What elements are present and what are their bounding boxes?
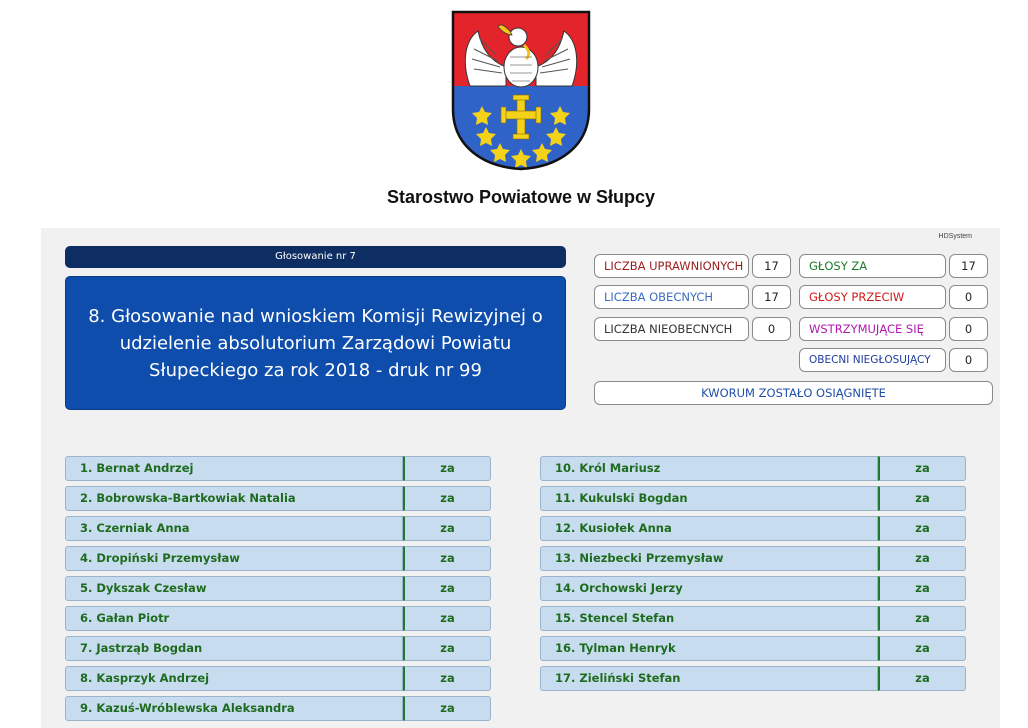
voter-name: 9. Kazuś-Wróblewska Aleksandra xyxy=(65,696,403,721)
voter-name: 4. Dropiński Przemysław xyxy=(65,546,403,571)
voter-row xyxy=(65,456,491,481)
voter-name: 16. Tylman Henryk xyxy=(540,636,878,661)
quorum-status: KWORUM ZOSTAŁO OSIĄGNIĘTE xyxy=(594,381,993,405)
voter-vote: za xyxy=(403,606,491,631)
stat-abstain-label: WSTRZYMUJĄCE SIĘ xyxy=(799,317,946,341)
voter-vote: za xyxy=(878,576,966,601)
voter-vote: za xyxy=(403,636,491,661)
voter-name: 17. Zieliński Stefan xyxy=(540,666,878,691)
voter-vote: za xyxy=(403,486,491,511)
stat-eligible-label: LICZBA UPRAWNIONYCH xyxy=(594,254,749,278)
voter-row xyxy=(65,516,491,541)
voter-row xyxy=(65,546,491,571)
voter-row xyxy=(540,636,966,661)
voter-name: 6. Gałan Piotr xyxy=(65,606,403,631)
voter-vote: za xyxy=(878,546,966,571)
vote-number-label: Głosowanie nr 7 xyxy=(65,246,566,268)
voting-panel xyxy=(41,228,1000,728)
voter-vote: za xyxy=(403,516,491,541)
stat-present-value: 17 xyxy=(752,285,791,309)
brand-label: HDSystem xyxy=(938,233,972,240)
voter-name: 2. Bobrowska-Bartkowiak Natalia xyxy=(65,486,403,511)
voter-row xyxy=(65,696,491,721)
voter-row xyxy=(65,666,491,691)
voter-vote: za xyxy=(878,486,966,511)
voter-row xyxy=(540,516,966,541)
stat-present-label: LICZBA OBECNYCH xyxy=(594,285,749,309)
voter-row xyxy=(65,486,491,511)
voter-name: 11. Kukulski Bogdan xyxy=(540,486,878,511)
voter-row xyxy=(540,666,966,691)
voter-name: 14. Orchowski Jerzy xyxy=(540,576,878,601)
stat-not-voting-label: OBECNI NIEGŁOSUJĄCY xyxy=(799,348,946,372)
voter-vote: za xyxy=(403,696,491,721)
voter-name: 5. Dykszak Czesław xyxy=(65,576,403,601)
voter-row xyxy=(540,576,966,601)
voter-vote: za xyxy=(878,456,966,481)
motion-title: 8. Głosowanie nad wnioskiem Komisji Rewizyjnej o udzielenie absolutorium Zarządowi Powiatu Słupeckiego za rok 2018 - druk nr 99 xyxy=(65,276,566,410)
voter-vote: za xyxy=(403,576,491,601)
voter-row xyxy=(540,546,966,571)
coat-of-arms-icon xyxy=(450,9,592,171)
stat-against-label: GŁOSY PRZECIW xyxy=(799,285,946,309)
stat-abstain-value: 0 xyxy=(949,317,988,341)
stat-for-value: 17 xyxy=(949,254,988,278)
voter-row xyxy=(540,606,966,631)
voter-name: 15. Stencel Stefan xyxy=(540,606,878,631)
organization-title: Starostwo Powiatowe w Słupcy xyxy=(386,187,656,207)
voter-row xyxy=(65,606,491,631)
voter-name: 3. Czerniak Anna xyxy=(65,516,403,541)
voter-vote: za xyxy=(878,666,966,691)
voter-row xyxy=(540,456,966,481)
voter-vote: za xyxy=(403,666,491,691)
stat-absent-value: 0 xyxy=(752,317,791,341)
stat-not-voting-value: 0 xyxy=(949,348,988,372)
voter-vote: za xyxy=(878,636,966,661)
voter-vote: za xyxy=(403,456,491,481)
stat-absent-label: LICZBA NIEOBECNYCH xyxy=(594,317,749,341)
voter-vote: za xyxy=(878,516,966,541)
voter-row xyxy=(65,576,491,601)
voter-name: 13. Niezbecki Przemysław xyxy=(540,546,878,571)
voter-name: 1. Bernat Andrzej xyxy=(65,456,403,481)
voter-row xyxy=(540,486,966,511)
voter-name: 10. Król Mariusz xyxy=(540,456,878,481)
voter-vote: za xyxy=(878,606,966,631)
stat-against-value: 0 xyxy=(949,285,988,309)
voter-name: 8. Kasprzyk Andrzej xyxy=(65,666,403,691)
voter-name: 12. Kusiołek Anna xyxy=(540,516,878,541)
stat-eligible-value: 17 xyxy=(752,254,791,278)
voter-row xyxy=(65,636,491,661)
voter-vote: za xyxy=(403,546,491,571)
voter-name: 7. Jastrząb Bogdan xyxy=(65,636,403,661)
stat-for-label: GŁOSY ZA xyxy=(799,254,946,278)
